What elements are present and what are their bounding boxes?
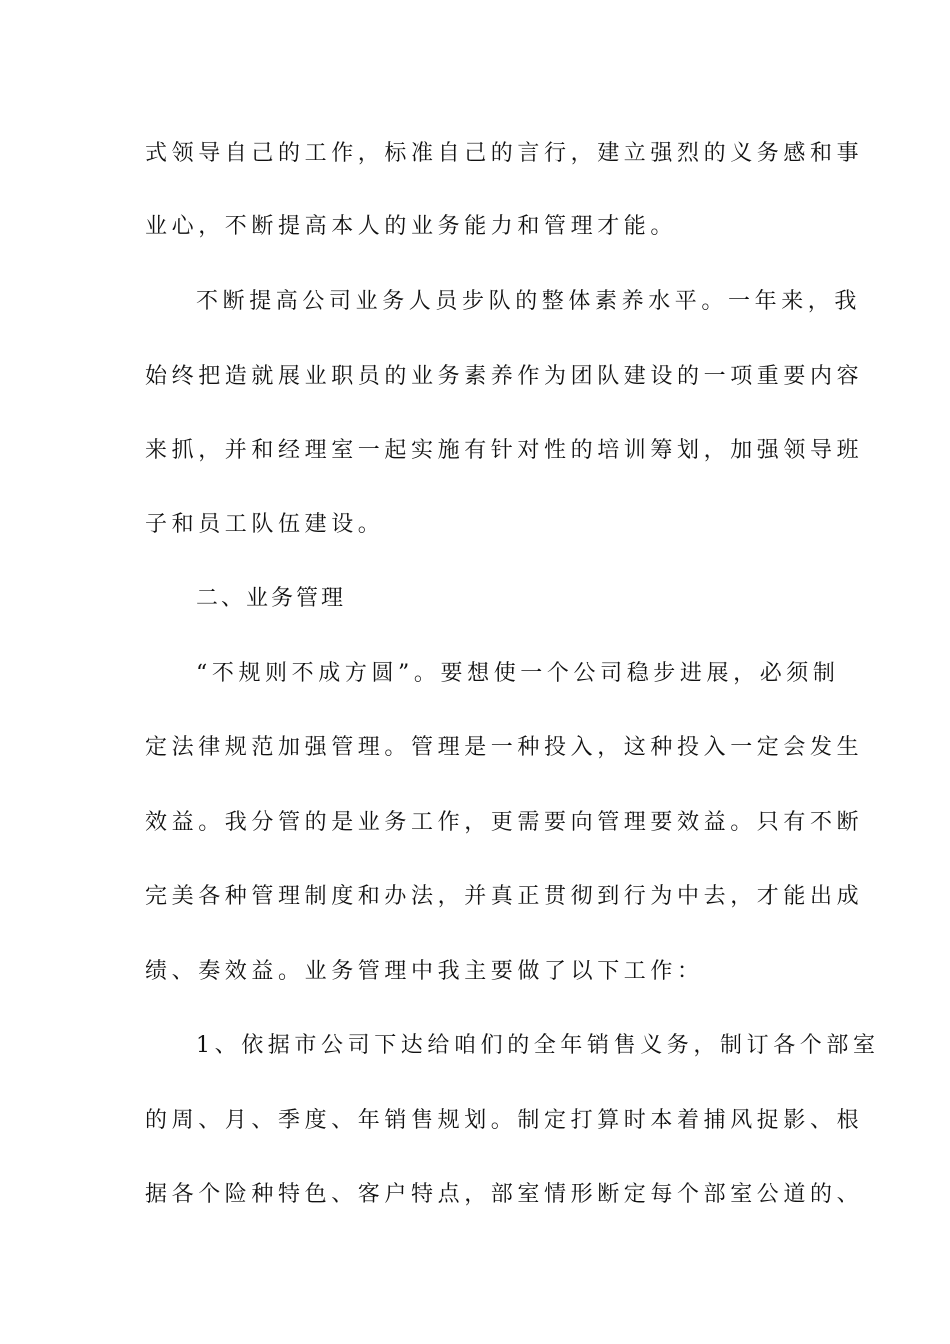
paragraph-line: 业心，不断提高本人的业务能力和管理才能。	[145, 214, 678, 239]
paragraph-line: 始终把造就展业职员的业务素养作为团队建设的一项重要内容	[145, 364, 864, 389]
paragraph-line: 绩、奏效益。业务管理中我主要做了以下工作：	[145, 959, 704, 984]
paragraph-line: 定法律规范加强管理。管理是一种投入，这种投入一定会发生	[145, 735, 864, 760]
paragraph-line: 的周、月、季度、年销售规划。制定打算时本着捕风捉影、根	[145, 1108, 864, 1133]
paragraph-line: 子和员工队伍建设。	[145, 512, 385, 537]
paragraph-line: 式领导自己的工作，标准自己的言行，建立强烈的义务感和事	[145, 141, 864, 166]
section-heading: 二、业务管理	[196, 586, 347, 611]
paragraph-line: 完美各种管理制度和办法，并真正贯彻到行为中去，才能出成	[145, 884, 864, 909]
paragraph-line: 来抓，并和经理室一起实施有针对性的培训筹划，加强领导班	[145, 438, 864, 463]
paragraph-line: 1、依据市公司下达给咱们的全年销售义务，制订各个部室	[196, 1033, 880, 1058]
paragraph-line: 据各个险种特色、客户特点，部室情形断定每个部室公道的、	[145, 1182, 864, 1207]
paragraph-line: “不规则不成方圆”。要想使一个公司稳步进展，必须制	[196, 661, 840, 686]
paragraph-line: 效益。我分管的是业务工作，更需要向管理要效益。只有不断	[145, 810, 864, 835]
paragraph-line: 不断提高公司业务人员步队的整体素养水平。一年来，我	[196, 289, 862, 314]
